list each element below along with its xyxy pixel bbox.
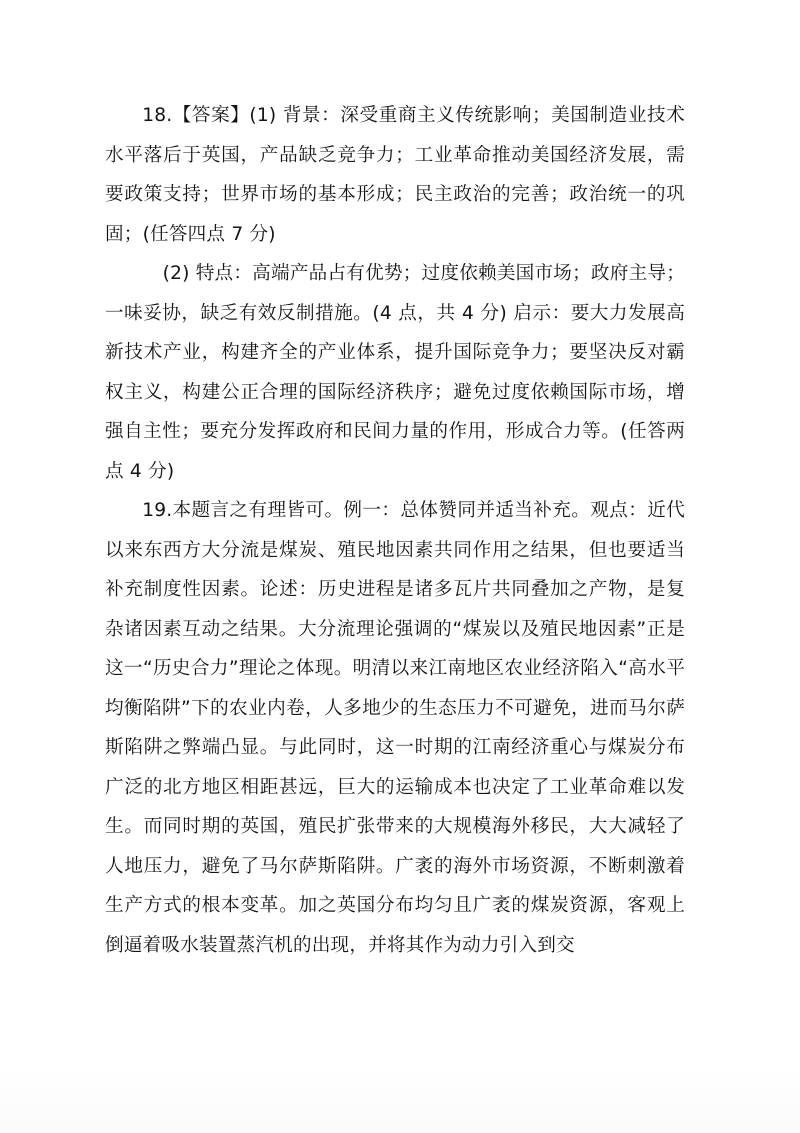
answer-18-part-1: 18.【答案】(1) 背景：深受重商主义传统影响；美国制造业技术水平落后于英国，产品缺乏竞争力；工业革命推动美国经济发展，需要政策支持；世界市场的基本形成；民主政治的完善；政治统一的巩固；(任答四点 7 分): [105, 105, 685, 245]
page-bottom-edge: [0, 1073, 800, 1133]
answer-18-part-2: (2) 特点：高端产品占有优势；过度依赖美国市场；政府主导；一味妥协，缺乏有效反制措施。(4 点，共 4 分) 启示：要大力发展高新技术产业，构建齐全的产业体系，提升国际竞争力；要坚决反对霸权主义，构建公正合理的国际经济秩序；避免过度依赖国际市场，增强自主性；要充分发挥政府和民间力量的作用，形成合力等。(任答两点 4 分): [105, 263, 685, 482]
answer-19: 19.本题言之有理皆可。例一：总体赞同并适当补充。观点：近代以来东西方大分流是煤炭、殖民地因素共同作用之结果，但也要适当补充制度性因素。论述：历史进程是诸多瓦片共同叠加之产物，是复杂诸因素互动之结果。大分流理论强调的“煤炭以及殖民地因素”正是这一“历史合力”理论之体现。明清以来江南地区农业经济陷入“高水平均衡陷阱”下的农业内卷，人多地少的生态压力不可避免，进而马尔萨斯陷阱之弊端凸显。与此同时，这一时期的江南经济重心与煤炭分布广泛的北方地区相距甚远，巨大的运输成本也决定了工业革命难以发生。而同时期的英国，殖民扩张带来的大规模海外移民，大大减轻了人地压力，避免了马尔萨斯陷阱。广袤的海外市场资源，不断刺激着生产方式的根本变革。加之英国分布均匀且广袤的煤炭资源，客观上倒逼着吸水装置蒸汽机的出现，并将其作为动力引入到交: [105, 500, 685, 956]
document-body: [105, 96, 685, 965]
